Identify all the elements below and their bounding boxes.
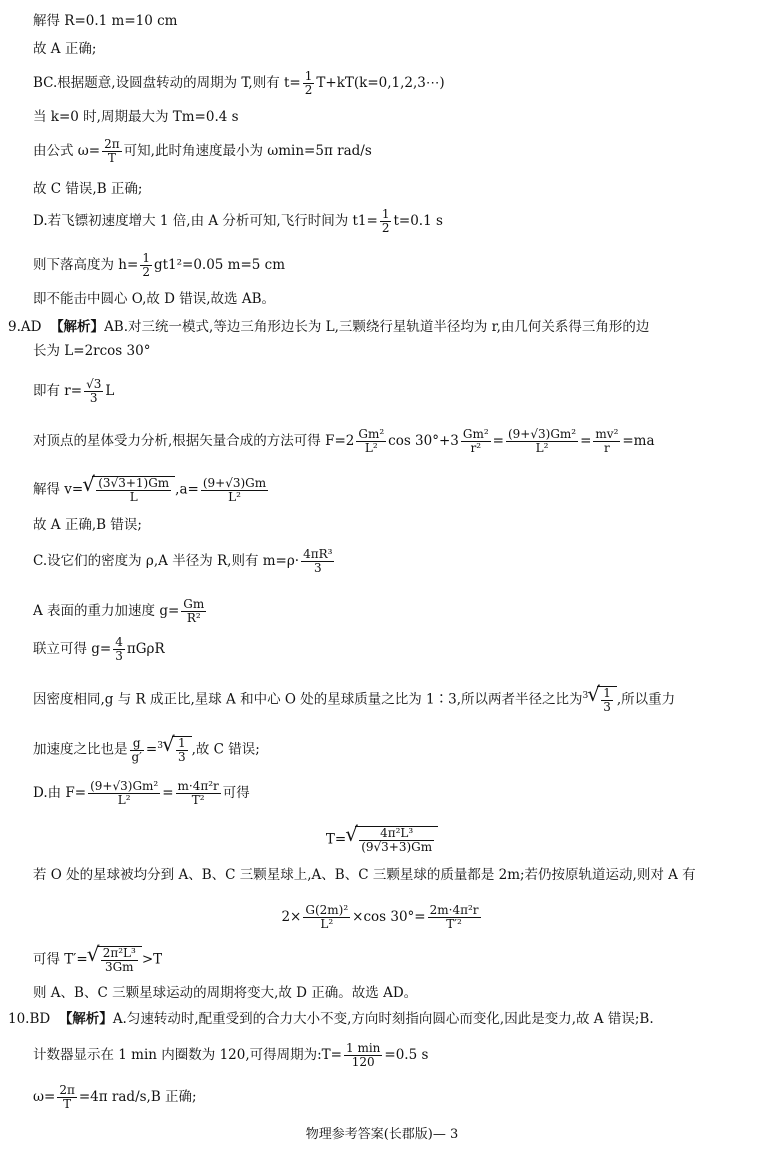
question-9-header: 9.AD 【解析】AB.对三统一模式,等边三角形边长为 L,三颗绕行星轨道半径均为 r,由几何关系得三角形的边 — [8, 319, 650, 335]
fraction: $\frac{\text{2m·4π²r}}{\text{T′²}}$ — [429, 903, 479, 931]
fraction: $\frac{(9+√3)Gm}{\text{L²}}$ — [202, 475, 267, 504]
text-line: 对顶点的星体受力分析,根据矢量合成的方法可得 F=2 $\frac{\text{Gm²}}{\text{L²}}$ cos 30°+3 $\frac{\text{Gm²}}{\text{r²}}$ = $\frac{\text{(9+√3)Gm²}}{\text{L²}}$ = $\frac{\text{mv²}}{r}$ =ma — [33, 427, 655, 455]
text-line: 计数器显示在 1 min 内圈数为 120,可得周期为:T= $\frac{1 \min}{120}$ =0.5 s — [33, 1041, 429, 1069]
fraction: $\frac{1}{2}$ — [304, 69, 313, 97]
fraction: $\frac{2\pi}{T}$ — [59, 1083, 75, 1111]
fraction: $\frac{\text{(9+√3)Gm²}}{\text{L²}}$ — [507, 427, 577, 455]
fraction: $\frac{√3}{3}$ — [86, 377, 102, 405]
text-line: 加速度之比也是 $\frac{g}{g'}$ =$^3$ √ $\frac{1}{3}$ ,故 C 错误; — [33, 736, 260, 764]
text-line: 联立可得 g= $\frac{4}{3}$ πGρR — [33, 635, 165, 663]
fraction: $\frac{2\pi}{T}$ — [104, 137, 120, 165]
text-line: 故 A 正确,B 错误; — [33, 517, 142, 533]
text-line: C.设它们的密度为 ρ,A 半径为 R,则有 m=ρ· $\frac{\text{4πR³}}{3}$ — [33, 547, 333, 575]
fraction: $\frac{\text{(9+√3)Gm²}}{\text{L²}}$ — [90, 779, 159, 807]
text-line: 可得 T′= √ $\frac{\text{2π²L³}}{3Gm}$ >T — [33, 946, 162, 974]
text-line: D.由 F= $\frac{\text{(9+√3)Gm²}}{\text{L²}}$ = $\frac{\text{m·4π²r}}{\text{T²}}$ 可得 — [33, 779, 250, 807]
fraction: $\frac{g}{g'}$ — [131, 735, 142, 764]
text-line: 长为 L=2rcos 30° — [33, 343, 151, 359]
centered-equation: T= √ $\frac{\text{4π²L³}}{(9√3+3)Gm}$ — [0, 826, 764, 854]
square-root: √ $\frac{\text{2π²L³}}{3Gm}$ — [88, 946, 142, 974]
text-line: 则 A、B、C 三颗星球运动的周期将变大,故 D 正确。故选 AD。 — [33, 985, 418, 1001]
cube-root: √ $\frac{1}{3}$ — [163, 736, 192, 764]
text-line: 解得 R=0.1 m=10 cm — [33, 13, 178, 29]
fraction: $\frac{\text{G(2m)²}}{\text{L²}}$ — [305, 903, 349, 931]
centered-equation: 2× $\frac{\text{G(2m)²}}{\text{L²}}$ ×cos 30°= $\frac{\text{2m·4π²r}}{\text{T′²}}$ — [281, 903, 479, 931]
text-line: 即有 r= $\frac{√3}{3}$ L — [33, 377, 115, 405]
fraction: $\frac{\text{Gm²}}{\text{r²}}$ — [462, 427, 489, 455]
text-line: BC.根据题意,设圆盘转动的周期为 T,则有 t= $\frac{1}{2}$ T+kT(k=0,1,2,3⋯) — [33, 69, 445, 97]
text-line: 由公式 ω= $\frac{2\pi}{T}$ 可知,此时角速度最小为 ωmin=5π rad/s — [33, 137, 372, 165]
fraction: $\frac{\text{mv²}}{r}$ — [595, 427, 619, 455]
text-line: 故 C 错误,B 正确; — [33, 181, 143, 197]
text-line: 则下落高度为 h= $\frac{1}{2}$ gt1²=0.05 m=5 cm — [33, 251, 286, 279]
question-10-header: 10.BD 【解析】A.匀速转动时,配重受到的合力大小不变,方向时刻指向圆心而变化,因此是变力,故 A 错误;B. — [8, 1011, 654, 1027]
text-line: A 表面的重力加速度 g= $\frac{Gm}{\text{R²}}$ — [33, 597, 205, 625]
fraction: $\frac{\text{4πR³}}{3}$ — [303, 547, 333, 575]
text-line: 即不能击中圆心 O,故 D 错误,故选 AB。 — [33, 291, 276, 307]
fraction: $\frac{\text{m·4π²r}}{\text{T²}}$ — [177, 779, 219, 807]
text-line: ω= $\frac{2\pi}{T}$ =4π rad/s,B 正确; — [33, 1083, 197, 1111]
text-line: 因密度相同,g 与 R 成正比,星球 A 和中心 O 处的星球质量之比为 1∶3,所以两者半径之比为$^3$ √ $\frac{1}{3}$ ,所以重力 — [33, 686, 675, 714]
fraction: $\frac{\text{Gm²}}{\text{L²}}$ — [358, 427, 385, 455]
text-line: 若 O 处的星球被均分到 A、B、C 三颗星球上,A、B、C 三颗星球的质量都是 2m;若仍按原轨道运动,则对 A 有 — [33, 867, 696, 883]
square-root: √ $\frac{(3√3+1)Gm}{L}$ — [83, 476, 175, 504]
fraction: $\frac{1 \min}{120}$ — [346, 1041, 381, 1069]
text-line: 解得 v= √ $\frac{(3√3+1)Gm}{L}$ ,a= $\frac{(9+√3)Gm}{\text{L²}}$ — [33, 476, 270, 504]
text-line: D.若飞镖初速度增大 1 倍,由 A 分析可知,飞行时间为 t1= $\frac{1}{2}$ t=0.1 s — [33, 207, 443, 235]
fraction: $\frac{1}{2}$ — [381, 207, 390, 235]
cube-root: √ $\frac{1}{3}$ — [588, 686, 617, 714]
page-footer: 物理参考答案(长郡版)— 3 — [305, 1127, 459, 1142]
fraction: $\frac{4}{3}$ — [115, 635, 123, 663]
square-root: √ $\frac{\text{4π²L³}}{(9√3+3)Gm}$ — [346, 826, 438, 854]
fraction: $\frac{1}{2}$ — [142, 251, 150, 279]
text-line: 故 A 正确; — [33, 41, 97, 57]
fraction: $\frac{Gm}{\text{R²}}$ — [183, 597, 205, 625]
text-line: 当 k=0 时,周期最大为 Tm=0.4 s — [33, 109, 239, 125]
